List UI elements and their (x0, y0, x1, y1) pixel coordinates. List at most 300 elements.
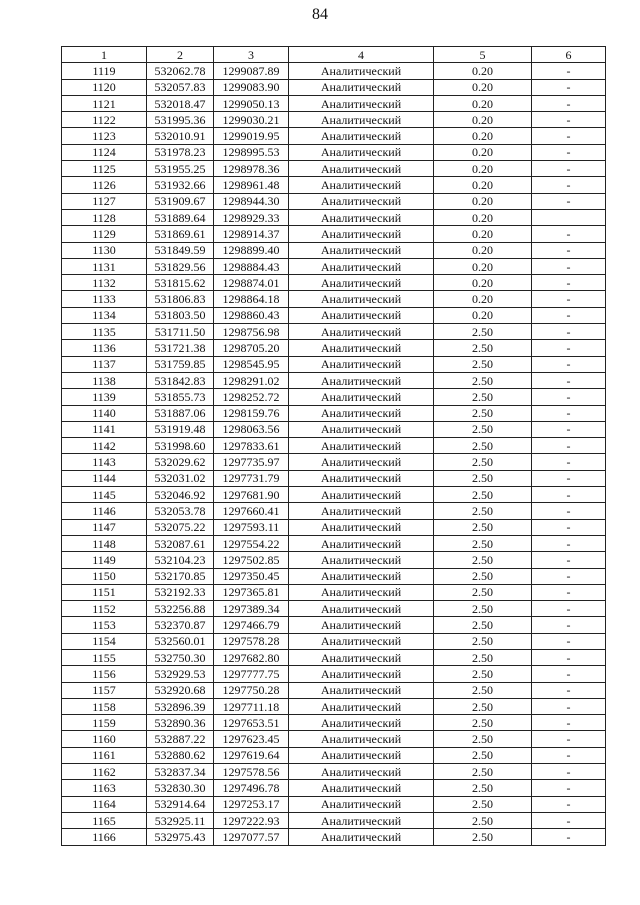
point-number-cell: 1129 (62, 226, 147, 242)
y-coordinate-cell: 1299019.95 (214, 128, 289, 144)
method-cell: Аналитический (289, 128, 434, 144)
accuracy-cell: 2.50 (434, 601, 532, 617)
x-coordinate-cell: 532062.78 (147, 63, 214, 79)
y-coordinate-cell: 1298705.20 (214, 340, 289, 356)
y-coordinate-cell: 1297681.90 (214, 487, 289, 503)
method-cell: Аналитический (289, 715, 434, 731)
point-number-cell: 1133 (62, 291, 147, 307)
method-cell: Аналитический (289, 291, 434, 307)
method-cell: Аналитический (289, 649, 434, 665)
table-body (62, 63, 606, 845)
x-coordinate-cell: 532170.85 (147, 568, 214, 584)
point-number-cell: 1130 (62, 242, 147, 258)
note-cell: - (532, 63, 606, 79)
point-number-cell: 1165 (62, 812, 147, 828)
method-cell: Аналитический (289, 389, 434, 405)
point-number-cell: 1125 (62, 161, 147, 177)
accuracy-cell: 2.50 (434, 829, 532, 845)
x-coordinate-cell: 531849.59 (147, 242, 214, 258)
table-header (62, 47, 606, 63)
point-number-cell: 1123 (62, 128, 147, 144)
point-number-cell: 1146 (62, 503, 147, 519)
y-coordinate-cell: 1298291.02 (214, 372, 289, 388)
table-row (62, 698, 606, 714)
point-number-cell: 1137 (62, 356, 147, 372)
table-row (62, 535, 606, 551)
point-number-cell: 1158 (62, 698, 147, 714)
method-cell: Аналитический (289, 552, 434, 568)
y-coordinate-cell: 1297253.17 (214, 796, 289, 812)
x-coordinate-cell: 532053.78 (147, 503, 214, 519)
accuracy-cell: 0.20 (434, 242, 532, 258)
column-header-5: 5 (434, 47, 532, 63)
note-cell: - (532, 633, 606, 649)
y-coordinate-cell: 1297731.79 (214, 470, 289, 486)
table-row (62, 470, 606, 486)
method-cell: Аналитический (289, 63, 434, 79)
table-row (62, 161, 606, 177)
method-cell: Аналитический (289, 601, 434, 617)
note-cell: - (532, 389, 606, 405)
point-number-cell: 1163 (62, 780, 147, 796)
note-cell: - (532, 617, 606, 633)
note-cell: - (532, 226, 606, 242)
method-cell: Аналитический (289, 698, 434, 714)
method-cell: Аналитический (289, 340, 434, 356)
method-cell: Аналитический (289, 731, 434, 747)
table-row (62, 372, 606, 388)
table-row (62, 503, 606, 519)
accuracy-cell: 0.20 (434, 161, 532, 177)
table-row (62, 568, 606, 584)
point-number-cell: 1143 (62, 454, 147, 470)
point-number-cell: 1155 (62, 649, 147, 665)
note-cell: - (532, 796, 606, 812)
accuracy-cell: 0.20 (434, 79, 532, 95)
method-cell: Аналитический (289, 764, 434, 780)
method-cell: Аналитический (289, 193, 434, 209)
method-cell: Аналитический (289, 79, 434, 95)
accuracy-cell: 0.20 (434, 307, 532, 323)
y-coordinate-cell: 1298978.36 (214, 161, 289, 177)
table-row (62, 324, 606, 340)
point-number-cell: 1164 (62, 796, 147, 812)
accuracy-cell: 2.50 (434, 796, 532, 812)
accuracy-cell: 2.50 (434, 340, 532, 356)
accuracy-cell: 2.50 (434, 682, 532, 698)
note-cell: - (532, 79, 606, 95)
method-cell: Аналитический (289, 617, 434, 633)
x-coordinate-cell: 532075.22 (147, 519, 214, 535)
x-coordinate-cell: 531978.23 (147, 144, 214, 160)
accuracy-cell: 2.50 (434, 438, 532, 454)
note-cell: - (532, 470, 606, 486)
table-row (62, 112, 606, 128)
table-row (62, 128, 606, 144)
point-number-cell: 1145 (62, 487, 147, 503)
x-coordinate-cell: 531869.61 (147, 226, 214, 242)
point-number-cell: 1136 (62, 340, 147, 356)
point-number-cell: 1142 (62, 438, 147, 454)
accuracy-cell: 2.50 (434, 747, 532, 763)
method-cell: Аналитический (289, 405, 434, 421)
accuracy-cell: 2.50 (434, 649, 532, 665)
y-coordinate-cell: 1297466.79 (214, 617, 289, 633)
point-number-cell: 1120 (62, 79, 147, 95)
method-cell: Аналитический (289, 780, 434, 796)
table-row (62, 275, 606, 291)
note-cell: - (532, 666, 606, 682)
table-row (62, 226, 606, 242)
accuracy-cell: 0.20 (434, 177, 532, 193)
x-coordinate-cell: 531889.64 (147, 209, 214, 225)
y-coordinate-cell: 1298995.53 (214, 144, 289, 160)
accuracy-cell: 2.50 (434, 487, 532, 503)
method-cell: Аналитический (289, 372, 434, 388)
y-coordinate-cell: 1298914.37 (214, 226, 289, 242)
table-row (62, 633, 606, 649)
method-cell: Аналитический (289, 796, 434, 812)
y-coordinate-cell: 1297350.45 (214, 568, 289, 584)
method-cell: Аналитический (289, 95, 434, 111)
table-row (62, 552, 606, 568)
x-coordinate-cell: 531995.36 (147, 112, 214, 128)
note-cell: - (532, 829, 606, 845)
note-cell: - (532, 535, 606, 551)
note-cell: - (532, 275, 606, 291)
accuracy-cell: 0.20 (434, 226, 532, 242)
x-coordinate-cell: 532018.47 (147, 95, 214, 111)
y-coordinate-cell: 1297578.56 (214, 764, 289, 780)
accuracy-cell: 2.50 (434, 698, 532, 714)
point-number-cell: 1122 (62, 112, 147, 128)
method-cell: Аналитический (289, 307, 434, 323)
method-cell: Аналитический (289, 226, 434, 242)
accuracy-cell: 2.50 (434, 421, 532, 437)
method-cell: Аналитический (289, 584, 434, 600)
table-row (62, 177, 606, 193)
point-number-cell: 1140 (62, 405, 147, 421)
table-row (62, 438, 606, 454)
table-row (62, 95, 606, 111)
method-cell: Аналитический (289, 568, 434, 584)
note-cell: - (532, 812, 606, 828)
note-cell: - (532, 340, 606, 356)
x-coordinate-cell: 532896.39 (147, 698, 214, 714)
x-coordinate-cell: 532104.23 (147, 552, 214, 568)
accuracy-cell: 0.20 (434, 275, 532, 291)
table-row (62, 601, 606, 617)
table-row (62, 731, 606, 747)
x-coordinate-cell: 531759.85 (147, 356, 214, 372)
note-cell: - (532, 177, 606, 193)
method-cell: Аналитический (289, 519, 434, 535)
note-cell: - (532, 324, 606, 340)
x-coordinate-cell: 532256.88 (147, 601, 214, 617)
column-header-3: 3 (214, 47, 289, 63)
note-cell: - (532, 258, 606, 274)
x-coordinate-cell: 531855.73 (147, 389, 214, 405)
point-number-cell: 1119 (62, 63, 147, 79)
point-number-cell: 1159 (62, 715, 147, 731)
point-number-cell: 1135 (62, 324, 147, 340)
method-cell: Аналитический (289, 812, 434, 828)
x-coordinate-cell: 532914.64 (147, 796, 214, 812)
accuracy-cell: 2.50 (434, 389, 532, 405)
y-coordinate-cell: 1299050.13 (214, 95, 289, 111)
note-cell: - (532, 568, 606, 584)
page-number: 84 (312, 6, 328, 23)
method-cell: Аналитический (289, 633, 434, 649)
point-number-cell: 1162 (62, 764, 147, 780)
y-coordinate-cell: 1298545.95 (214, 356, 289, 372)
method-cell: Аналитический (289, 438, 434, 454)
y-coordinate-cell: 1297660.41 (214, 503, 289, 519)
x-coordinate-cell: 531919.48 (147, 421, 214, 437)
x-coordinate-cell: 531711.50 (147, 324, 214, 340)
y-coordinate-cell: 1298874.01 (214, 275, 289, 291)
table-row (62, 812, 606, 828)
y-coordinate-cell: 1297593.11 (214, 519, 289, 535)
x-coordinate-cell: 532890.36 (147, 715, 214, 731)
accuracy-cell: 2.50 (434, 764, 532, 780)
accuracy-cell: 2.50 (434, 454, 532, 470)
method-cell: Аналитический (289, 144, 434, 160)
point-number-cell: 1141 (62, 421, 147, 437)
table-row (62, 584, 606, 600)
accuracy-cell: 0.20 (434, 193, 532, 209)
note-cell: - (532, 454, 606, 470)
y-coordinate-cell: 1298159.76 (214, 405, 289, 421)
table-row (62, 617, 606, 633)
point-number-cell: 1157 (62, 682, 147, 698)
accuracy-cell: 2.50 (434, 324, 532, 340)
note-cell: - (532, 356, 606, 372)
x-coordinate-cell: 532057.83 (147, 79, 214, 95)
note-cell: - (532, 715, 606, 731)
accuracy-cell: 0.20 (434, 258, 532, 274)
accuracy-cell: 0.20 (434, 209, 532, 225)
note-cell: - (532, 731, 606, 747)
accuracy-cell: 0.20 (434, 128, 532, 144)
note-cell: - (532, 601, 606, 617)
header-row (62, 47, 606, 63)
point-number-cell: 1126 (62, 177, 147, 193)
table-row (62, 715, 606, 731)
x-coordinate-cell: 531815.62 (147, 275, 214, 291)
x-coordinate-cell: 532975.43 (147, 829, 214, 845)
method-cell: Аналитический (289, 829, 434, 845)
table-row (62, 340, 606, 356)
x-coordinate-cell: 532887.22 (147, 731, 214, 747)
accuracy-cell: 2.50 (434, 552, 532, 568)
point-number-cell: 1138 (62, 372, 147, 388)
point-number-cell: 1153 (62, 617, 147, 633)
table-row (62, 666, 606, 682)
x-coordinate-cell: 532880.62 (147, 747, 214, 763)
table-row (62, 780, 606, 796)
method-cell: Аналитический (289, 421, 434, 437)
accuracy-cell: 2.50 (434, 568, 532, 584)
point-number-cell: 1132 (62, 275, 147, 291)
note-cell: - (532, 128, 606, 144)
point-number-cell: 1149 (62, 552, 147, 568)
method-cell: Аналитический (289, 112, 434, 128)
accuracy-cell: 0.20 (434, 63, 532, 79)
point-number-cell: 1131 (62, 258, 147, 274)
note-cell: - (532, 193, 606, 209)
method-cell: Аналитический (289, 356, 434, 372)
x-coordinate-cell: 532029.62 (147, 454, 214, 470)
x-coordinate-cell: 532750.30 (147, 649, 214, 665)
y-coordinate-cell: 1297077.57 (214, 829, 289, 845)
point-number-cell: 1128 (62, 209, 147, 225)
method-cell: Аналитический (289, 177, 434, 193)
y-coordinate-cell: 1298944.30 (214, 193, 289, 209)
method-cell: Аналитический (289, 470, 434, 486)
x-coordinate-cell: 532837.34 (147, 764, 214, 780)
accuracy-cell: 2.50 (434, 503, 532, 519)
method-cell: Аналитический (289, 258, 434, 274)
y-coordinate-cell: 1297777.75 (214, 666, 289, 682)
y-coordinate-cell: 1299087.89 (214, 63, 289, 79)
method-cell: Аналитический (289, 454, 434, 470)
table-row (62, 405, 606, 421)
y-coordinate-cell: 1297496.78 (214, 780, 289, 796)
x-coordinate-cell: 532925.11 (147, 812, 214, 828)
table-row (62, 242, 606, 258)
method-cell: Аналитический (289, 209, 434, 225)
point-number-cell: 1160 (62, 731, 147, 747)
accuracy-cell: 2.50 (434, 405, 532, 421)
point-number-cell: 1144 (62, 470, 147, 486)
y-coordinate-cell: 1299083.90 (214, 79, 289, 95)
y-coordinate-cell: 1297578.28 (214, 633, 289, 649)
point-number-cell: 1148 (62, 535, 147, 551)
accuracy-cell: 0.20 (434, 291, 532, 307)
x-coordinate-cell: 532370.87 (147, 617, 214, 633)
note-cell: - (532, 291, 606, 307)
y-coordinate-cell: 1297750.28 (214, 682, 289, 698)
y-coordinate-cell: 1298929.33 (214, 209, 289, 225)
accuracy-cell: 2.50 (434, 372, 532, 388)
accuracy-cell: 2.50 (434, 535, 532, 551)
table-row (62, 649, 606, 665)
point-number-cell: 1150 (62, 568, 147, 584)
note-cell: - (532, 307, 606, 323)
accuracy-cell: 2.50 (434, 731, 532, 747)
method-cell: Аналитический (289, 324, 434, 340)
y-coordinate-cell: 1297623.45 (214, 731, 289, 747)
point-number-cell: 1139 (62, 389, 147, 405)
accuracy-cell: 2.50 (434, 617, 532, 633)
x-coordinate-cell: 531806.83 (147, 291, 214, 307)
x-coordinate-cell: 531842.83 (147, 372, 214, 388)
table-row (62, 258, 606, 274)
x-coordinate-cell: 532560.01 (147, 633, 214, 649)
x-coordinate-cell: 531998.60 (147, 438, 214, 454)
accuracy-cell: 2.50 (434, 470, 532, 486)
table-row (62, 193, 606, 209)
table-row (62, 307, 606, 323)
y-coordinate-cell: 1297653.51 (214, 715, 289, 731)
method-cell: Аналитический (289, 535, 434, 551)
table-row (62, 421, 606, 437)
table-row (62, 144, 606, 160)
note-cell: - (532, 161, 606, 177)
accuracy-cell: 0.20 (434, 112, 532, 128)
table-row (62, 796, 606, 812)
y-coordinate-cell: 1298252.72 (214, 389, 289, 405)
table-row (62, 209, 606, 225)
table-row (62, 79, 606, 95)
note-cell: - (532, 552, 606, 568)
table-row (62, 764, 606, 780)
note-cell: - (532, 438, 606, 454)
table-row (62, 747, 606, 763)
note-cell: - (532, 584, 606, 600)
note-cell: - (532, 698, 606, 714)
note-cell (532, 209, 606, 225)
accuracy-cell: 0.20 (434, 95, 532, 111)
point-number-cell: 1127 (62, 193, 147, 209)
y-coordinate-cell: 1298860.43 (214, 307, 289, 323)
method-cell: Аналитический (289, 275, 434, 291)
y-coordinate-cell: 1297682.80 (214, 649, 289, 665)
table-row (62, 389, 606, 405)
x-coordinate-cell: 532010.91 (147, 128, 214, 144)
x-coordinate-cell: 532192.33 (147, 584, 214, 600)
x-coordinate-cell: 532031.02 (147, 470, 214, 486)
note-cell: - (532, 780, 606, 796)
table-row (62, 291, 606, 307)
table-row (62, 829, 606, 845)
note-cell: - (532, 764, 606, 780)
y-coordinate-cell: 1298961.48 (214, 177, 289, 193)
note-cell: - (532, 519, 606, 535)
point-number-cell: 1156 (62, 666, 147, 682)
method-cell: Аналитический (289, 487, 434, 503)
table-row (62, 63, 606, 79)
note-cell: - (532, 112, 606, 128)
y-coordinate-cell: 1298884.43 (214, 258, 289, 274)
accuracy-cell: 0.20 (434, 144, 532, 160)
accuracy-cell: 2.50 (434, 666, 532, 682)
point-number-cell: 1121 (62, 95, 147, 111)
y-coordinate-cell: 1298756.98 (214, 324, 289, 340)
x-coordinate-cell: 532929.53 (147, 666, 214, 682)
y-coordinate-cell: 1297222.93 (214, 812, 289, 828)
x-coordinate-cell: 531803.50 (147, 307, 214, 323)
note-cell: - (532, 95, 606, 111)
column-header-2: 2 (147, 47, 214, 63)
accuracy-cell: 2.50 (434, 584, 532, 600)
point-number-cell: 1124 (62, 144, 147, 160)
note-cell: - (532, 503, 606, 519)
y-coordinate-cell: 1297502.85 (214, 552, 289, 568)
point-number-cell: 1166 (62, 829, 147, 845)
accuracy-cell: 2.50 (434, 780, 532, 796)
column-header-1: 1 (62, 47, 147, 63)
table-row (62, 682, 606, 698)
point-number-cell: 1134 (62, 307, 147, 323)
y-coordinate-cell: 1297735.97 (214, 454, 289, 470)
x-coordinate-cell: 532087.61 (147, 535, 214, 551)
y-coordinate-cell: 1297389.34 (214, 601, 289, 617)
method-cell: Аналитический (289, 666, 434, 682)
point-number-cell: 1152 (62, 601, 147, 617)
note-cell: - (532, 487, 606, 503)
